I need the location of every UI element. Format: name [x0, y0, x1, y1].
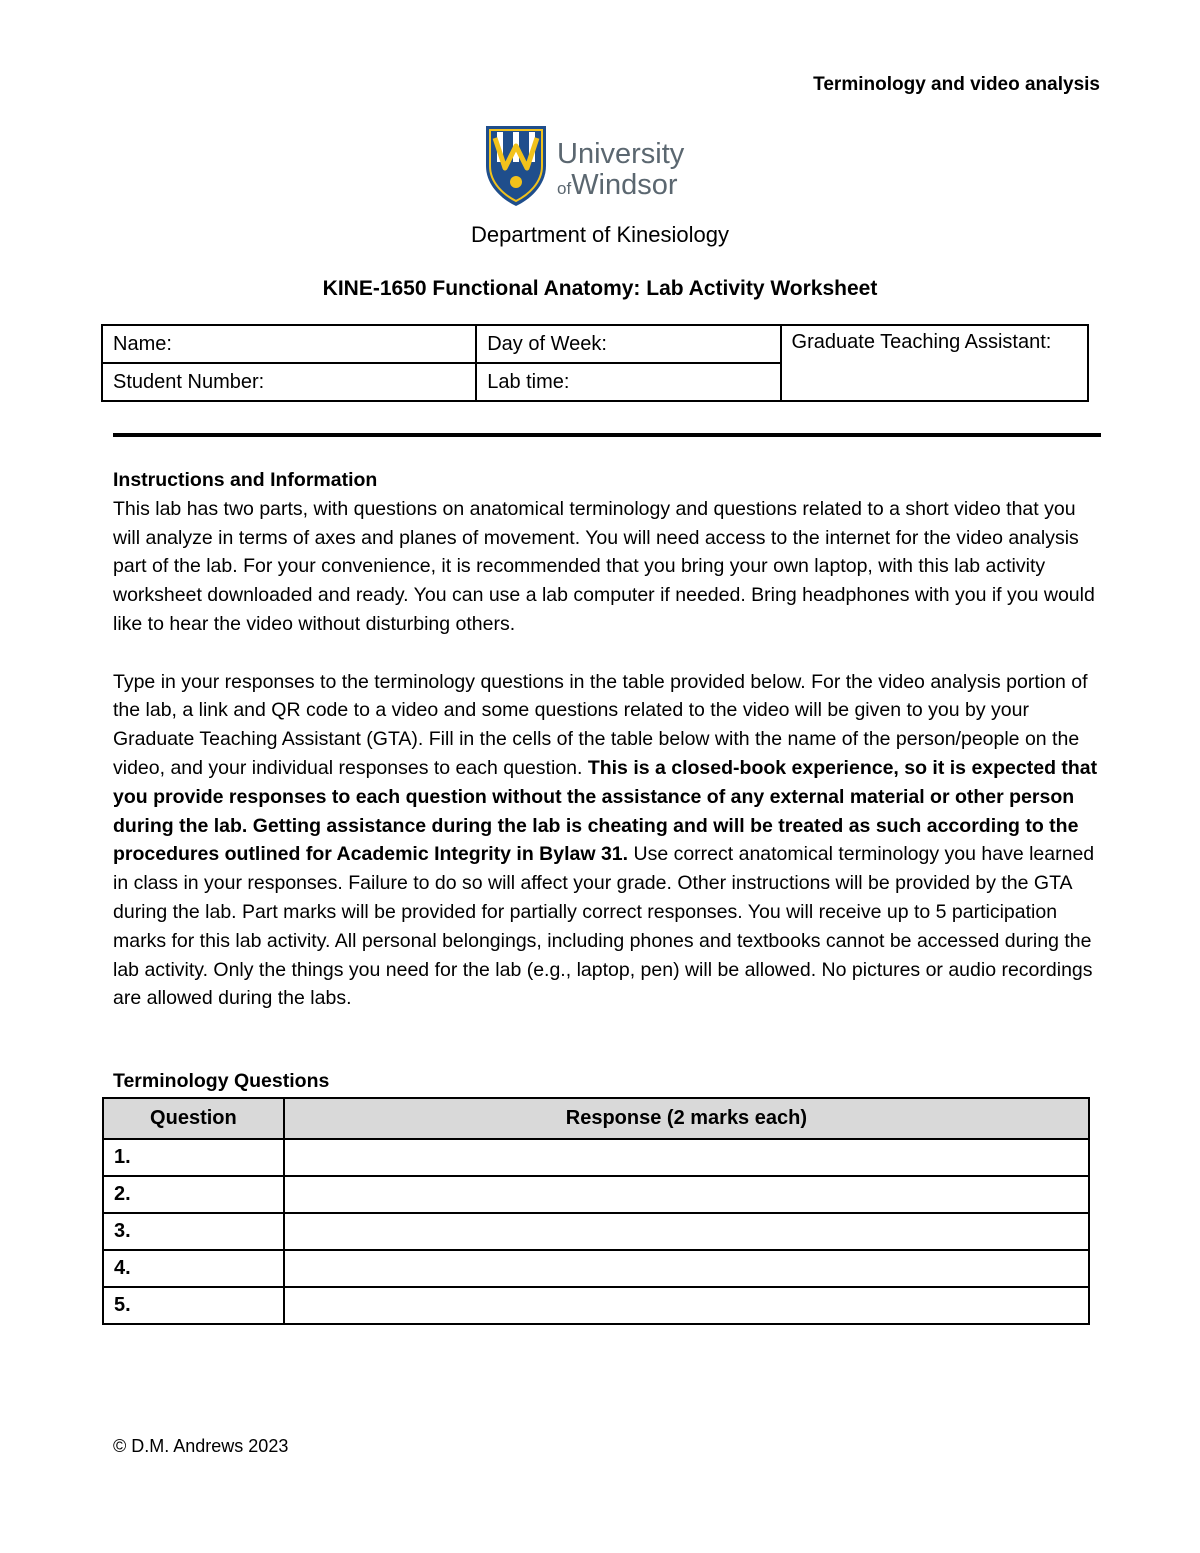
question-column-header: Question — [103, 1098, 284, 1139]
instructions-paragraph-1: This lab has two parts, with questions on anatomical terminology and questions related to a short video that you will analyze in terms of axes and planes of movement. You will need access to the internet for the video analysis part of the lab. For your convenience, it is recommended that you bring your own laptop, with this lab activity worksheet downloaded and ready. You can use a lab computer if needed. Bring headphones with you if you would like to hear the video without disturbing others. — [113, 497, 1095, 635]
divider — [113, 433, 1101, 437]
instructions-p2-intro: Type in your responses to the terminology questions in the table provided below. For the video analysis portion of the lab, a link and QR code to a video and some questions related to the video will be given to you by your Graduate Teaching Assistant (GTA). Fill in the cells of the table below with the name of the person/people on the video, and your individual responses to each question. — [113, 670, 1088, 779]
response-cell[interactable] — [284, 1250, 1089, 1287]
student-info-table — [101, 324, 1089, 402]
logo-text-of: of — [557, 179, 572, 198]
response-cell[interactable] — [284, 1213, 1089, 1250]
logo-text-windsor: Windsor — [571, 169, 678, 201]
question-number: 3. — [103, 1213, 284, 1250]
instructions-heading: Instructions and Information — [113, 469, 378, 491]
response-cell[interactable] — [284, 1287, 1089, 1324]
department: Department of Kinesiology — [470, 222, 730, 247]
table-row — [103, 1139, 1089, 1176]
table-row — [103, 1287, 1089, 1324]
question-number: 2. — [103, 1176, 284, 1213]
terminology-table — [102, 1097, 1090, 1325]
table-row — [103, 1213, 1089, 1250]
table-row — [103, 1250, 1089, 1287]
student-number-field[interactable]: Student Number: — [102, 363, 476, 401]
instructions-p2-rules: Use correct anatomical terminology you have learned in class in your responses. Failure to do so will affect your grade. Other instructions will be provided by the GTA during the lab. Part marks will be provided for partially correct responses. You will receive up to 5 participation marks for this lab activity. All personal belongings, including phones and textbooks cannot be accessed during the lab activity. Only the things you need for the lab (e.g., laptop, pen) will be allowed. No pictures or audio recordings are allowed during the labs. — [113, 843, 1095, 1010]
copyright-footer: © D.M. Andrews 2023 — [113, 1436, 289, 1456]
shield-icon — [483, 124, 549, 208]
instructions-section — [113, 466, 1103, 1013]
header-topic: Terminology and video analysis — [813, 74, 1100, 95]
page-title: KINE-1650 Functional Anatomy: Lab Activity Worksheet — [322, 277, 878, 300]
terminology-heading: Terminology Questions — [113, 1070, 330, 1092]
gta-field[interactable]: Graduate Teaching Assistant: — [781, 325, 1088, 401]
university-logo — [483, 124, 693, 208]
instructions-paragraph-2 — [113, 668, 1103, 1014]
response-column-header: Response (2 marks each) — [284, 1098, 1089, 1139]
table-row — [103, 1176, 1089, 1213]
question-number: 5. — [103, 1287, 284, 1324]
response-cell[interactable] — [284, 1139, 1089, 1176]
response-cell[interactable] — [284, 1176, 1089, 1213]
logo-text-university: University — [557, 138, 685, 170]
question-number: 4. — [103, 1250, 284, 1287]
name-field[interactable]: Name: — [102, 325, 476, 363]
day-of-week-field[interactable]: Day of Week: — [476, 325, 780, 363]
closed-book-warning: This is a closed-book experience, so it is expected that you provide responses to each question without the assistance of any external material or other person during the lab. Getting assistance during the lab is cheating and will be treated as such according to the procedures outlined for Academic Integrity in Bylaw 31. — [113, 756, 1098, 866]
lab-time-field[interactable]: Lab time: — [476, 363, 780, 401]
question-number: 1. — [103, 1139, 284, 1176]
